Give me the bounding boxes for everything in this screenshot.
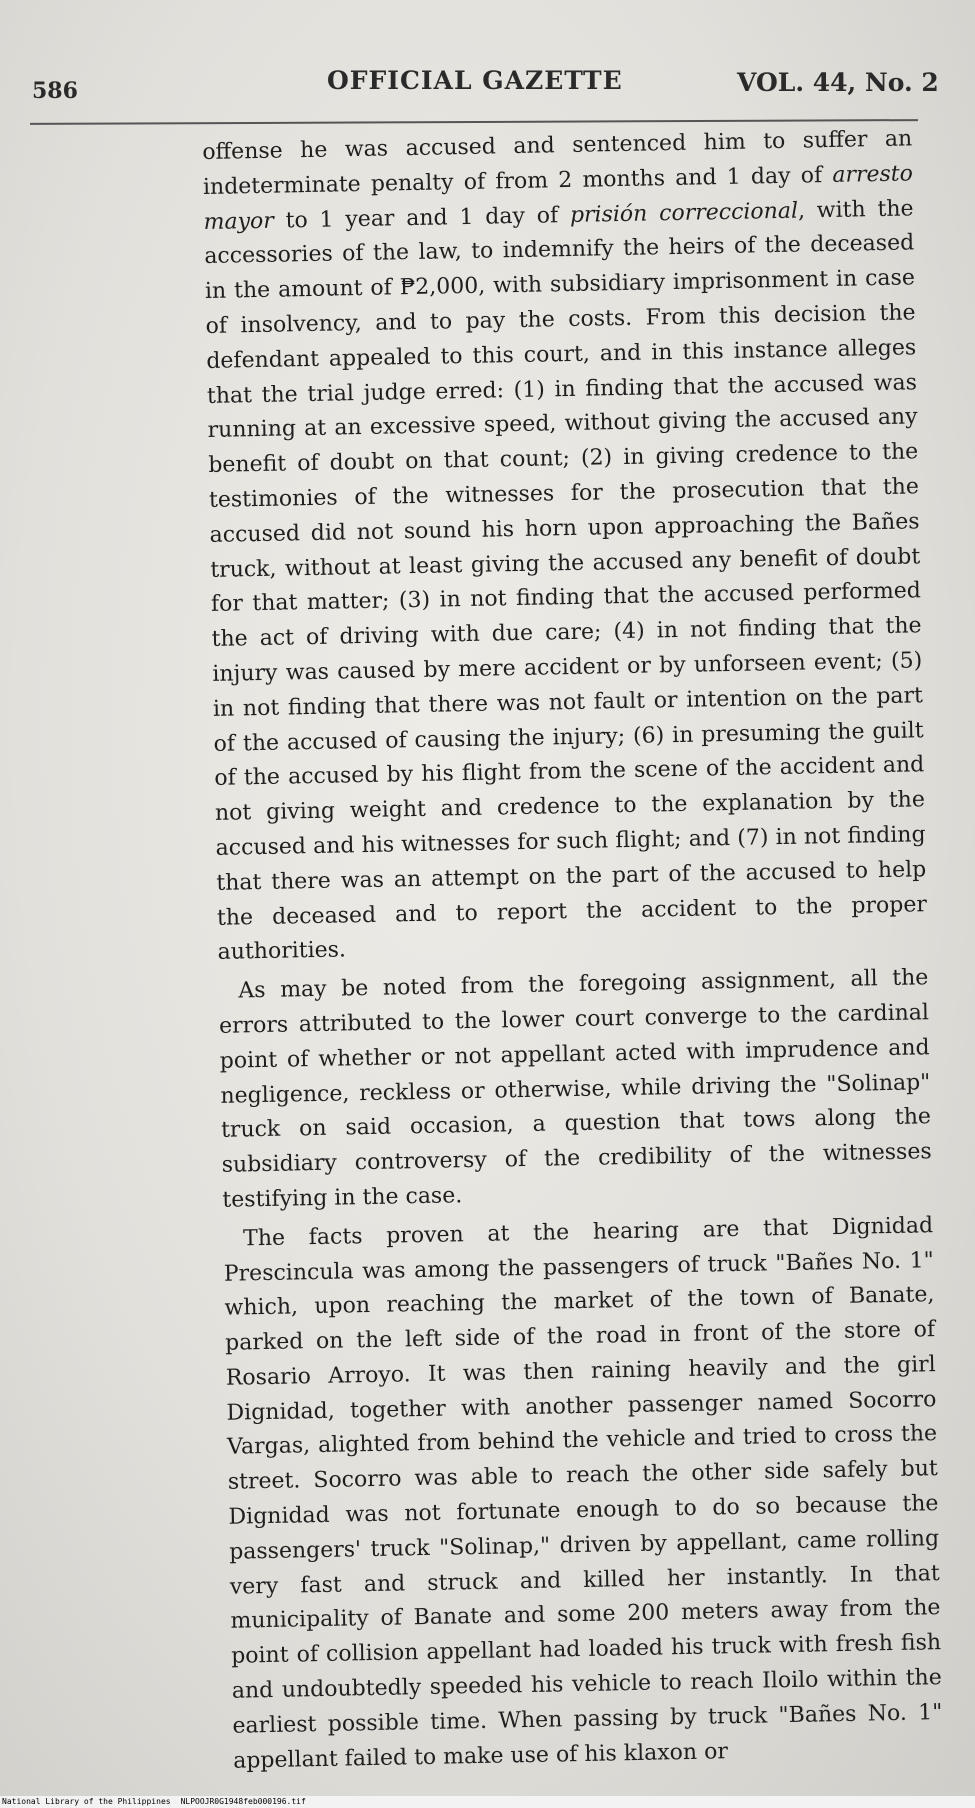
library-credit: National Library of the Philippines: [2, 1797, 171, 1806]
paragraph-2: As may be noted from the foregoing assignment, all the errors attributed to the lower court converge to the cardinal point of whether or not appellant acted with imprudence and negligence, reckless or otherwise, while driving the "Solinap" truck on said occasion, a question that tows along the subsidiary controversy of the credibility of the witnesses testifying in the case.: [218, 965, 932, 1213]
paragraph-3: The facts proven at the hearing are that Dignidad Prescincula was among the passengers of truck "Bañes No. 1" which, upon reaching the market of the town of Banate, parked on the left side of the road in front of the store of Rosario Arroyo. It was then raining heavily and the girl Dignidad, together with another passenger named Socorro Vargas, alighted from behind the vehicle and tried to cross the street. Socorro was able to reach the other side safely but Dignidad was not fortunate enough to do so because the passengers' truck "Solinap," driven by appellant, came rolling very fast and struck and killed her instantly. In that municipality of Banate and some 200 meters away from the point of collision appellant had loaded his truck with fresh fish and undoubtedly speeded his vehicle to reach Iloilo within the earliest possible time. When passing by truck "Bañes No. 1" appellant failed to make use of his klaxon or: [223, 1212, 943, 1774]
paragraph-1-italic-prision: prisión correccional: [569, 198, 799, 228]
paragraph-1-italic-arresto: arresto mayor: [203, 161, 914, 235]
paragraph-1-text-b: to 1 year and 1 day of: [273, 202, 571, 234]
paragraph-1-text-c: , with the accessories of the law, to indemnify the heirs of the deceased in the amount of ₱2,000, with subsidiary imprisonment in case of insolvency, and to pay the costs. From this decision the defendant appealed to this court, and in this instance alleges that the trial judge erred: (1) in finding that the accused was running at an excessive speed, without giving the accused any benefit of doubt on that count; (2) in giving credence to the testimonies of the witnesses for the prosecution that the accused did not sound his horn upon approaching the Bañes truck, without at least giving the accused any benefit of doubt for that matter; (3) in not finding that the accused performed the act of driving with due care; (4) in not finding that the injury was caused by mere accident or by unforseen event; (5) in not finding that there was not fault or intention on the part of the accused of causing the injury; (6) in presuming the guilt of the accused by his flight from the scene of the accident and not giving weight and credence to the explanation by the accused and his witnesses for such flight; and (7) in not finding that there was an attempt on the part of the accused to help the deceased and to report the accident to the proper authorities.: [204, 195, 928, 966]
body-text: [202, 122, 943, 1779]
paragraph-1-text-a: offense he was accused and sentenced him to suffer an indeterminate penalty of from 2 months and 1 day of: [202, 126, 913, 200]
scan-footer: [0, 1796, 975, 1808]
paragraph-1: [202, 122, 928, 971]
publication-title: OFFICIAL GAZETTE: [327, 66, 623, 95]
scan-file-id: NLPOOJR0G1948feb000196.tif: [180, 1797, 306, 1806]
volume-issue: VOL. 44, No. 2: [737, 68, 939, 97]
page-header: [0, 60, 975, 110]
page-number: 586: [32, 78, 78, 104]
